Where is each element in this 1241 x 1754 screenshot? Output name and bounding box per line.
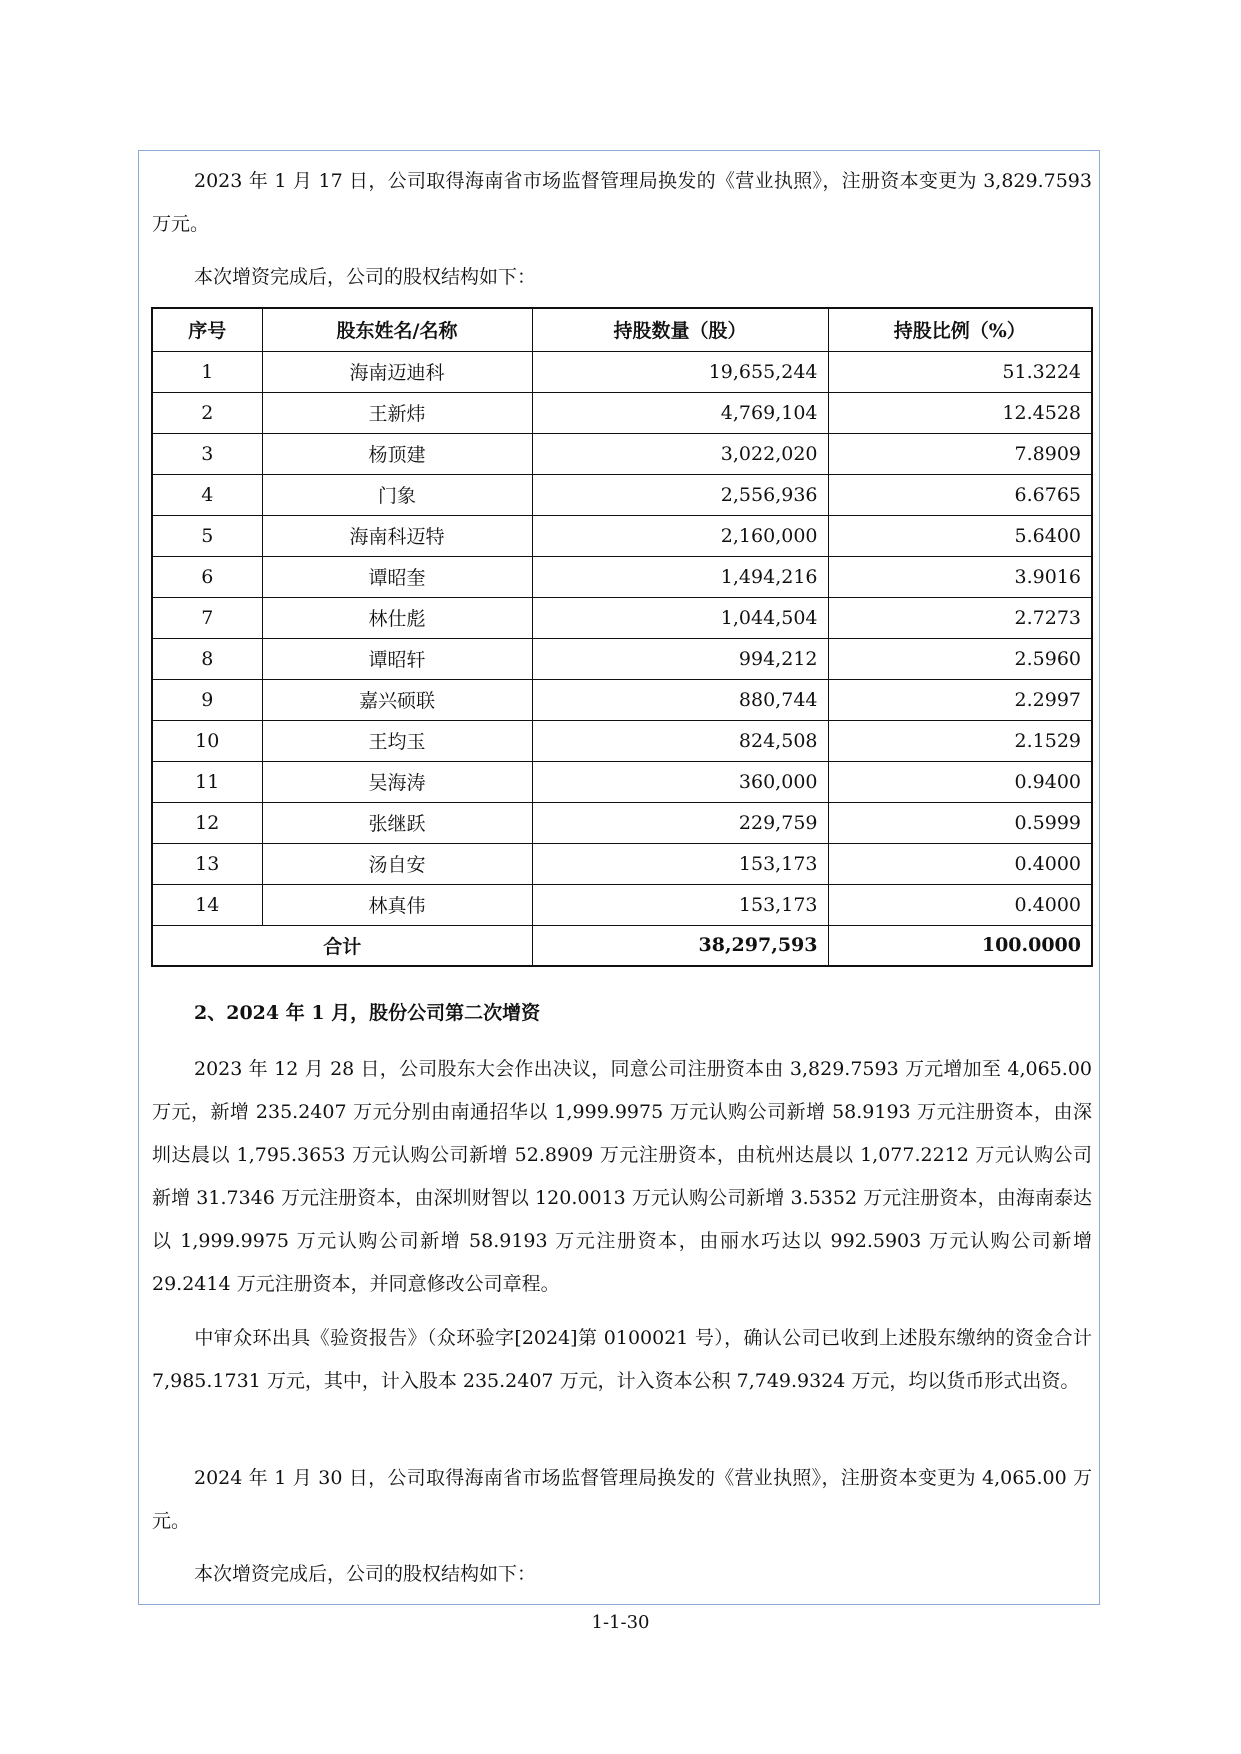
paragraph-intro-table-2: 本次增资完成后，公司的股权结构如下： <box>194 1563 537 1585</box>
cell-shareholder: 门象 <box>262 474 532 515</box>
cell-shares: 994,212 <box>532 638 828 679</box>
cell-shareholder: 海南迈迪科 <box>262 351 532 392</box>
table-row <box>152 597 1092 638</box>
cell-ratio: 0.5999 <box>828 802 1092 843</box>
cell-shareholder: 王均玉 <box>262 720 532 761</box>
total-label: 合计 <box>152 925 532 966</box>
cell-shares: 824,508 <box>532 720 828 761</box>
cell-shares: 2,160,000 <box>532 515 828 556</box>
table-row <box>152 884 1092 925</box>
table-row <box>152 720 1092 761</box>
cell-shareholder: 王新炜 <box>262 392 532 433</box>
table-row <box>152 556 1092 597</box>
total-ratio: 100.0000 <box>828 925 1092 966</box>
cell-shareholder: 张继跃 <box>262 802 532 843</box>
table-row <box>152 679 1092 720</box>
cell-ratio: 51.3224 <box>828 351 1092 392</box>
cell-shareholder: 嘉兴硕联 <box>262 679 532 720</box>
cell-ratio: 0.4000 <box>828 843 1092 884</box>
paragraph-license-2023: 2023 年 1 月 17 日，公司取得海南省市场监督管理局换发的《营业执照》，注册资本变更为 3,829.7593 万元。 <box>152 170 1092 235</box>
cell-seq: 13 <box>152 843 262 884</box>
table-row <box>152 843 1092 884</box>
cell-ratio: 7.8909 <box>828 433 1092 474</box>
cell-seq: 4 <box>152 474 262 515</box>
header-shareholder: 股东姓名/名称 <box>262 308 532 351</box>
header-seq: 序号 <box>152 308 262 351</box>
table-row <box>152 392 1092 433</box>
cell-shareholder: 杨顶建 <box>262 433 532 474</box>
cell-shareholder: 吴海涛 <box>262 761 532 802</box>
section-heading: 2、2024 年 1 月，股份公司第二次增资 <box>194 1002 541 1024</box>
table-row <box>152 802 1092 843</box>
cell-shares: 1,044,504 <box>532 597 828 638</box>
table-row <box>152 761 1092 802</box>
cell-ratio: 2.2997 <box>828 679 1092 720</box>
cell-ratio: 5.6400 <box>828 515 1092 556</box>
cell-shareholder: 海南科迈特 <box>262 515 532 556</box>
paragraph-capital-verification: 中审众环出具《验资报告》（众环验字[2024]第 0100021 号），确认公司已收到上述股东缴纳的资金合计 7,985.1731 万元，其中，计入股本 235.2407 万元，计入资本公积 7,749.9324 万元，均以货币形式出资。 <box>152 1327 1092 1392</box>
cell-seq: 6 <box>152 556 262 597</box>
cell-ratio: 0.9400 <box>828 761 1092 802</box>
cell-ratio: 3.9016 <box>828 556 1092 597</box>
cell-seq: 11 <box>152 761 262 802</box>
table-total-row <box>152 925 1092 966</box>
cell-shareholder: 谭昭奎 <box>262 556 532 597</box>
table-header-row <box>152 308 1092 351</box>
cell-seq: 7 <box>152 597 262 638</box>
cell-seq: 9 <box>152 679 262 720</box>
equity-structure-table <box>151 307 1093 967</box>
cell-shares: 153,173 <box>532 884 828 925</box>
cell-ratio: 2.5960 <box>828 638 1092 679</box>
total-shares: 38,297,593 <box>532 925 828 966</box>
paragraph-intro-table-1: 本次增资完成后，公司的股权结构如下： <box>194 266 537 288</box>
cell-seq: 1 <box>152 351 262 392</box>
cell-shareholder: 汤自安 <box>262 843 532 884</box>
header-shares: 持股数量（股） <box>532 308 828 351</box>
cell-seq: 12 <box>152 802 262 843</box>
cell-shareholder: 林仕彪 <box>262 597 532 638</box>
cell-seq: 14 <box>152 884 262 925</box>
cell-ratio: 12.4528 <box>828 392 1092 433</box>
cell-shares: 2,556,936 <box>532 474 828 515</box>
cell-seq: 2 <box>152 392 262 433</box>
cell-shares: 229,759 <box>532 802 828 843</box>
cell-shares: 3,022,020 <box>532 433 828 474</box>
cell-shares: 360,000 <box>532 761 828 802</box>
cell-seq: 8 <box>152 638 262 679</box>
cell-shareholder: 林真伟 <box>262 884 532 925</box>
cell-ratio: 2.7273 <box>828 597 1092 638</box>
cell-shares: 153,173 <box>532 843 828 884</box>
table-row <box>152 474 1092 515</box>
cell-shares: 4,769,104 <box>532 392 828 433</box>
table-row <box>152 433 1092 474</box>
table-row <box>152 515 1092 556</box>
cell-shares: 1,494,216 <box>532 556 828 597</box>
cell-seq: 5 <box>152 515 262 556</box>
cell-ratio: 0.4000 <box>828 884 1092 925</box>
cell-ratio: 6.6765 <box>828 474 1092 515</box>
cell-ratio: 2.1529 <box>828 720 1092 761</box>
cell-shares: 880,744 <box>532 679 828 720</box>
table-row <box>152 638 1092 679</box>
cell-seq: 3 <box>152 433 262 474</box>
cell-shareholder: 谭昭轩 <box>262 638 532 679</box>
table-row <box>152 351 1092 392</box>
paragraph-resolution: 2023 年 12 月 28 日，公司股东大会作出决议，同意公司注册资本由 3,829.7593 万元增加至 4,065.00 万元，新增 235.2407 万元分别由南通招华以 1,999.9975 万元认购公司新增 58.9193 万元注册资本，由深圳达晨以 1,795.3653 万元认购公司新增 52.8909 万元注册资本，由杭州达晨以 1,077.2212 万元认购公司新增 31.7346 万元注册资本，由深圳财智以 120.0013 万元认购公司新增 3.5352 万元注册资本，由海南泰达以 1,999.9975 万元认购公司新增 58.9193 万元注册资本，由丽水巧达以 992.5903 万元认购公司新增 29.2414 万元注册资本，并同意修改公司章程。 <box>152 1058 1092 1295</box>
cell-seq: 10 <box>152 720 262 761</box>
page-number: 1-1-30 <box>591 1612 650 1633</box>
header-ratio: 持股比例（%） <box>828 308 1092 351</box>
cell-shares: 19,655,244 <box>532 351 828 392</box>
paragraph-license-2024: 2024 年 1 月 30 日，公司取得海南省市场监督管理局换发的《营业执照》，注册资本变更为 4,065.00 万元。 <box>152 1467 1092 1532</box>
